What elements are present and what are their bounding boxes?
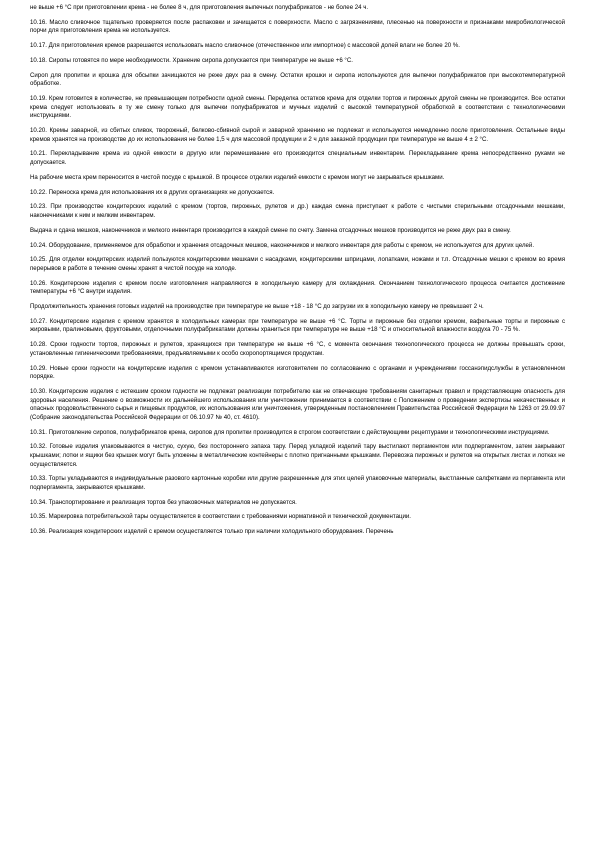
- paragraph-10-16: 10.16. Масло сливочное тщательно проверяется после распаковки и зачищается с поверхности. Масло с загрязнениями, плесенью на поверхности и признаками микробиологической порчи для приготовления крема не используется.: [30, 18, 565, 35]
- paragraph-10-21: 10.21. Перекладывание крема из одной емкости в другую или перемешивание его производится специальным инвентарем. Перекладывание крема непосредственно руками не допускается.: [30, 150, 565, 167]
- paragraph-10-24: 10.24. Оборудование, применяемое для обработки и хранения отсадочных мешков, наконечников и мелкого инвентаря для работы с кремом, не используется для других целей.: [30, 241, 535, 249]
- paragraph-10-18: 10.18. Сиропы готовятся по мере необходимости. Хранение сиропа допускается при температуре не выше +6 °С.: [30, 56, 353, 64]
- paragraph-10-19: 10.19. Крем готовится в количестве, не превышающем потребности одной смены. Переделка остатков крема для отделки тортов и пирожных другой смены не производится. Все остатки крема следует использовать в ту же смену только для выпечки полуфабрикатов и мучных изделий с высокой температурной обработкой в соответствии с технологическими инструкциями.: [30, 95, 565, 120]
- paragraph-10-26-storage-note: Продолжительность хранения готовых изделий на производстве при температуре не выше +18 - 18 °С до загрузки их в холодильную камеру не превышает 2 ч.: [30, 303, 484, 311]
- paragraph-10-36: 10.36. Реализация кондитерских изделий с кремом осуществляется только при наличии холодильного оборудования. Перечень: [30, 528, 394, 536]
- paragraph-10-21-workplace-note: На рабочие места крем переносится в чистой посуде с крышкой. В процессе отделки изделий емкости с кремом могут не закрываться крышками.: [30, 173, 445, 181]
- paragraph-10-23: 10.23. При производстве кондитерских изделий с кремом (тортов, пирожных, рулетов и др.) каждая смена приступает к работе с чистыми стерильными отсадочными мешками, наконечниками к ним и мелким инвентарем.: [30, 203, 565, 219]
- paragraph-10-31: 10.31. Приготовление сиропов, полуфабрикатов крема, сиропов для пропитки производится в строгом соответствии с действующими рецептурами и технологическими инструкциями.: [30, 428, 550, 436]
- paragraph-10-33: 10.33. Торты укладываются в индивидуальные разового картонные коробки или другие разрешенные для этих целей упаковочные материалы, выстланные салфетками из пергамента или подпергамента, закрываются крышками.: [30, 475, 565, 491]
- paragraph-10-28: 10.28. Сроки годности тортов, пирожных и рулетов, хранящихся при температуре не выше +6 °С, с момента окончания технологического процесса не должны превышать сроки, установленные гигиеническими требованиями, предъявляемыми к особо скоропортящимся продуктам.: [30, 341, 565, 357]
- paragraph-10-34: 10.34. Транспортирование и реализация тортов без упаковочных материалов не допускается.: [30, 498, 297, 506]
- paragraph-10-18-syrup-note: Сироп для пропитки и крошка для обсыпки зачищаются не реже двух раз в смену. Остатки крошки и сиропа используются для выпечки полуфабрикатов при высокотемпературной обработке.: [30, 71, 565, 88]
- paragraph-10-35: 10.35. Маркировка потребительской тары осуществляется в соответствии с требованиями нормативной и технической документации.: [30, 513, 411, 521]
- paragraph-10-23-issue-note: Выдача и сдача мешков, наконечников и мелкого инвентаря производится в каждой смене по счету. Замена отсадочных мешков производится не реже двух раз в смену.: [30, 226, 511, 234]
- paragraph-10-22: 10.22. Переноска крема для использования их в других организациях не допускается.: [30, 188, 275, 196]
- paragraph-10-26: 10.26. Кондитерские изделия с кремом после изготовления направляются в холодильную камеру для охлаждения. Окончанием технологического процесса считается достижение температуры +6 °С внутри изделия.: [30, 279, 565, 296]
- paragraph-10-25: 10.25. Для отделки кондитерских изделий пользуются кондитерскими мешками с насадками, кондитерскими шприцами, лопатками, ножами и т.п. Отсадочные мешки с кремом во время перерывов в работе в течение смены хранят в чистой посуде на холоде.: [30, 256, 565, 272]
- paragraph-10-27: 10.27. Кондитерские изделия с кремом хранятся в холодильных камерах при температуре не выше +6 °С. Торты и пирожные без отделки кремом, вафельные торты и пирожные с жировыми, пралиновыми, фруктовыми, отделочными полуфабрикатами должны храниться при температуре не выше +18 °С и относительной влажности воздуха 70 - 75 %.: [30, 317, 565, 334]
- paragraph-10-29: 10.29. Новые сроки годности на кондитерские изделия с кремом устанавливаются изготовителем по согласованию с органами и учреждениями госсанэпидслужбы в установленном порядке.: [30, 364, 565, 381]
- paragraph-10-17: 10.17. Для приготовления кремов разрешается использовать масло сливочное (отечественное или импортное) с массовой долей влаги не более 20 %.: [30, 42, 460, 50]
- paragraph-10-32: 10.32. Готовые изделия упаковываются в чистую, сухую, без постороннего запаха тару. Перед укладкой изделий тару выстилают пергаментом или подпергаментом, затем закрывают крышками; лотки и ящики без крышек могут быть уложены в металлические контейнеры с плотно пригнанными крышками. Перевозка пирожных и рулетов на открытых листах и лотках не осуществляется.: [30, 443, 565, 468]
- paragraph-10-20: 10.20. Кремы заварной, из сбитых сливок, творожный, белково-сбивной сырой и заварной хранению не подлежат и используются немедленно после приготовления. Остальные виды кремов хранятся на производстве до их использования не более 1,5 ч для массовой продукции и 2 ч для заказной продукции при температуре не выше 4 ± 2 °С.: [30, 127, 565, 143]
- paragraph-10-30: 10.30. Кондитерские изделия с истекшим сроком годности не подлежат реализации потребителю как не отвечающие требованиям санитарных правил и представляющие опасность для здоровья населения. Решение о возможности их дальнейшего использования или уничтожении принимается в соответствии с Положением о проведении экспертизы некачественных и опасных продовольственного сырья и пищевых продуктов, их использования или уничтожения, утвержденным постановлением Правительства Российской Федерации № 1263 от 29.09.97 (Собрание законодательства Российской Федерации от 06.10.97 № 40, ст. 4610).: [30, 387, 565, 421]
- paragraph-continuation: не выше +6 °С при приготовлении крема - не более 8 ч, для приготовления выпечных полуфабрикатов - не более 24 ч.: [30, 4, 369, 11]
